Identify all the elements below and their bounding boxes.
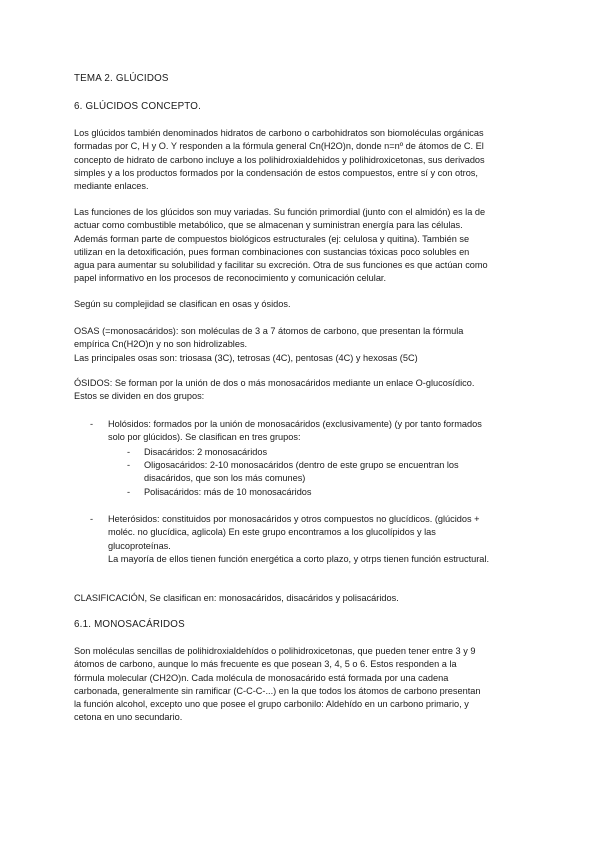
text-line: simples y a los productos formados por la condensación de estos compuestos, entre sí y con otros, (74, 167, 478, 178)
text-line: La mayoría de ellos tienen función energética a corto plazo, y otrps tienen función estructural. (108, 553, 489, 564)
text-line: disacáridos, que son los más comunes) (144, 473, 306, 484)
text-line: la función alcohol, excepto uno que posee el grupo carbonilo: Aldehído en un carbono primario, y (74, 699, 469, 710)
text-line: Son moléculas sencillas de polihidroxialdehídos o polihidroxicetonas, que pueden tener entre 3 y 9 (74, 646, 476, 656)
text-line: Estos se dividen en dos grupos: (74, 391, 205, 402)
text-line: concepto de hidrato de carbono incluye a los polihidroxialdehidos y polihidroxicetonas, sus derivados (74, 154, 485, 165)
text-line: empírica Cn(H2O)n y no son hidrolizables. (74, 339, 248, 350)
sub-bullet-dash: - (127, 460, 131, 470)
text-line: átomos de carbono, aunque lo más frecuente es que posean 3, 4, 5 o 6. Estos responden a la (74, 659, 457, 670)
text-line: Las principales osas son: triosasa (3C), tetrosas (4C), pentosas (4C) y hexosas (5C) (74, 352, 418, 363)
bullet-holosidos (108, 418, 538, 445)
document-title: TEMA 2. GLÚCIDOS (74, 73, 169, 84)
sub-item-disacaridos: Disacáridos: 2 monosacáridos (144, 447, 268, 457)
text-line: fórmula molecular (CH2O)n. Cada molécula de monosacárido está formada por una cadena (74, 672, 449, 683)
text-line: Además forman parte de compuestos biológicos estructurales (ej: celulosa y quitina). También se (74, 233, 470, 244)
text-line: mediante enlaces. (74, 181, 149, 192)
bullet-heterosidos (108, 513, 538, 566)
text-line: OSAS (=monosacáridos): son moléculas de 3 a 7 átomos de carbono, que presentan la fórmula (74, 326, 464, 336)
paragraph-concepto (74, 127, 534, 193)
sub-bullet-dash: - (127, 447, 131, 457)
text-line: Holósidos: formados por la unión de monosacáridos (exclusivamente) (y por tanto formados (108, 419, 482, 429)
sub-item-oligosacaridos (144, 459, 534, 486)
text-line: Los glúcidos también denominados hidratos de carbono o carbohidratos son biomoléculas orgánicas (74, 128, 484, 138)
sub-item-polisacaridos: Polisacáridos: más de 10 monosacáridos (144, 487, 312, 497)
text-line: moléc. no glucídica, aglicola) En este grupo encontramos a los glucolípidos y las (108, 527, 436, 538)
text-line: ÓSIDOS: Se forman por la unión de dos o más monosacáridos mediante un enlace O-glucosídico. (74, 378, 475, 388)
text-line: Oligosacáridos: 2-10 monosacáridos (dentro de este grupo se encuentran los (144, 460, 459, 470)
paragraph-osidos (74, 377, 534, 404)
paragraph-osas (74, 325, 534, 365)
text-line: agua para aumentar su solubilidad y facilitar su excreción. Otra de sus funciones es que actúan como (74, 260, 488, 271)
bullet-dash: - (90, 419, 94, 429)
text-line: glucoproteínas. (108, 540, 171, 551)
text-line: formadas por C, H y O. Y responden a la fórmula general Cn(H2O)n, donde n=nº de átomos de C. El (74, 141, 484, 152)
paragraph-clasificacion: CLASIFICACIÓN, Se clasifican en: monosacáridos, disacáridos y polisacáridos. (74, 593, 399, 603)
text-line: cetona en uno secundario. (74, 712, 183, 723)
text-line: Las funciones de los glúcidos son muy variadas. Su función primordial (junto con el almidón) es la de (74, 207, 486, 217)
section-heading-6-1: 6.1. MONOSACÁRIDOS (74, 619, 185, 630)
text-line: carbonada, generalmente sin ramificar (C-C-C-...) en la que todos los átomos de carbono presentan (74, 685, 481, 696)
text-line: papel informativo en los procesos de reconocimiento y comunicación celular. (74, 273, 387, 284)
text-line: actuar como combustible metabólico, que se almacenan y suministran energía para las células. (74, 220, 463, 231)
bullet-dash: - (90, 514, 94, 524)
section-heading-6: 6. GLÚCIDOS CONCEPTO. (74, 101, 202, 112)
text-line: solo por glúcidos). Se clasifican en tres grupos: (108, 432, 301, 443)
paragraph-complejidad: Según su complejidad se clasifican en osas y ósidos. (74, 299, 291, 309)
text-line: utilizan en la detoxificación, pues forman combinaciones con sustancias tóxicas poco solubles en (74, 246, 470, 257)
paragraph-monosacaridos (74, 645, 534, 725)
sub-bullet-dash: - (127, 487, 131, 497)
text-line: Heterósidos: constituidos por monosacáridos y otros compuestos no glucídicos. (glúcidos + (108, 514, 480, 524)
paragraph-funciones (74, 206, 534, 286)
